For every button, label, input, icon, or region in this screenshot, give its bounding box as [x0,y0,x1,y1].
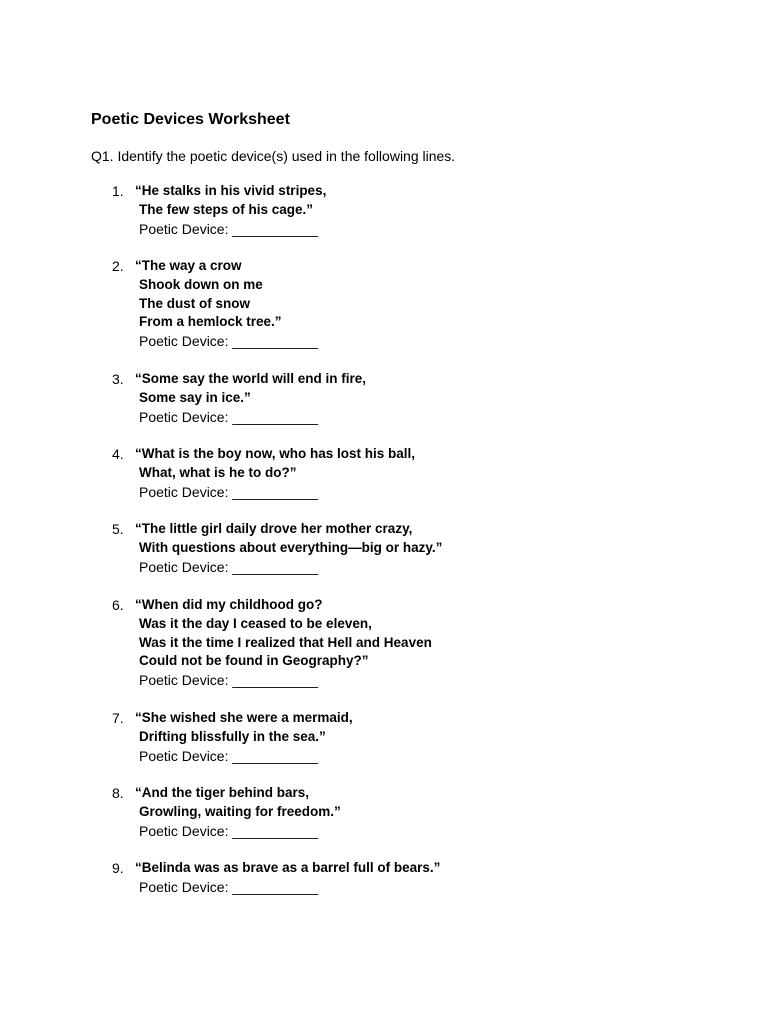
poetic-device-answer-blank: Poetic Device: ___________ [139,672,319,689]
page-title: Poetic Devices Worksheet [91,111,290,128]
poem-line: “The way a crow [135,258,242,273]
item-number: 9. [112,860,124,876]
poem-line: “Some say the world will end in fire, [135,371,367,386]
poem-line: The dust of snow [139,295,250,311]
item-number: 6. [112,597,124,613]
poem-line: Drifting blissfully in the sea.” [139,728,326,744]
item-number: 7. [112,710,124,726]
poem-excerpt [135,445,415,501]
item-number: 2. [112,258,124,274]
poem-line: What, what is he to do?” [139,464,297,480]
poem-excerpt [135,257,318,351]
poetic-device-answer-blank: Poetic Device: ___________ [139,483,319,500]
poem-line: Was it the day I ceased to be eleven, [139,615,372,631]
poem-excerpt [135,784,341,840]
poem-line: Shook down on me [139,276,263,292]
question-text: Q1. Identify the poetic device(s) used in the following lines. [91,148,456,164]
poetic-device-answer-blank: Poetic Device: ___________ [139,558,319,575]
poem-excerpt [135,709,353,765]
poem-line: Some say in ice.” [139,389,251,405]
poem-line: Was it the time I realized that Hell and Heaven [139,634,432,650]
poem-excerpt [135,182,326,238]
poem-excerpt [135,520,442,576]
poem-line: The few steps of his cage.” [139,201,314,217]
poetic-device-answer-blank: Poetic Device: ___________ [139,408,319,425]
poetic-device-answer-blank: Poetic Device: ___________ [139,747,319,764]
poem-line: “When did my childhood go? [135,597,323,612]
item-number: 5. [112,521,124,537]
poem-excerpt [135,370,366,426]
item-number: 8. [112,785,124,801]
item-number: 1. [112,183,124,199]
poem-excerpt [135,859,440,897]
poem-line: Could not be found in Geography?” [139,653,369,669]
item-number: 4. [112,446,124,462]
poem-line: “He stalks in his vivid stripes, [135,183,327,198]
poem-line: “And the tiger behind bars, [135,785,310,800]
poem-excerpt [135,596,432,690]
poetic-device-answer-blank: Poetic Device: ___________ [139,333,319,350]
poem-line: “She wished she were a mermaid, [135,710,353,725]
poem-line: “Belinda was as brave as a barrel full of bears.” [135,860,441,875]
poem-line: From a hemlock tree.” [139,314,282,330]
item-number: 3. [112,371,124,387]
poetic-device-answer-blank: Poetic Device: ___________ [139,220,319,237]
poem-line: Growling, waiting for freedom.” [139,803,341,819]
poem-line: “The little girl daily drove her mother crazy, [135,521,413,536]
poetic-device-answer-blank: Poetic Device: ___________ [139,822,319,839]
poem-line: With questions about everything—big or hazy.” [139,539,443,555]
poetic-device-answer-blank: Poetic Device: ___________ [139,878,319,895]
poem-line: “What is the boy now, who has lost his ball, [135,446,416,461]
